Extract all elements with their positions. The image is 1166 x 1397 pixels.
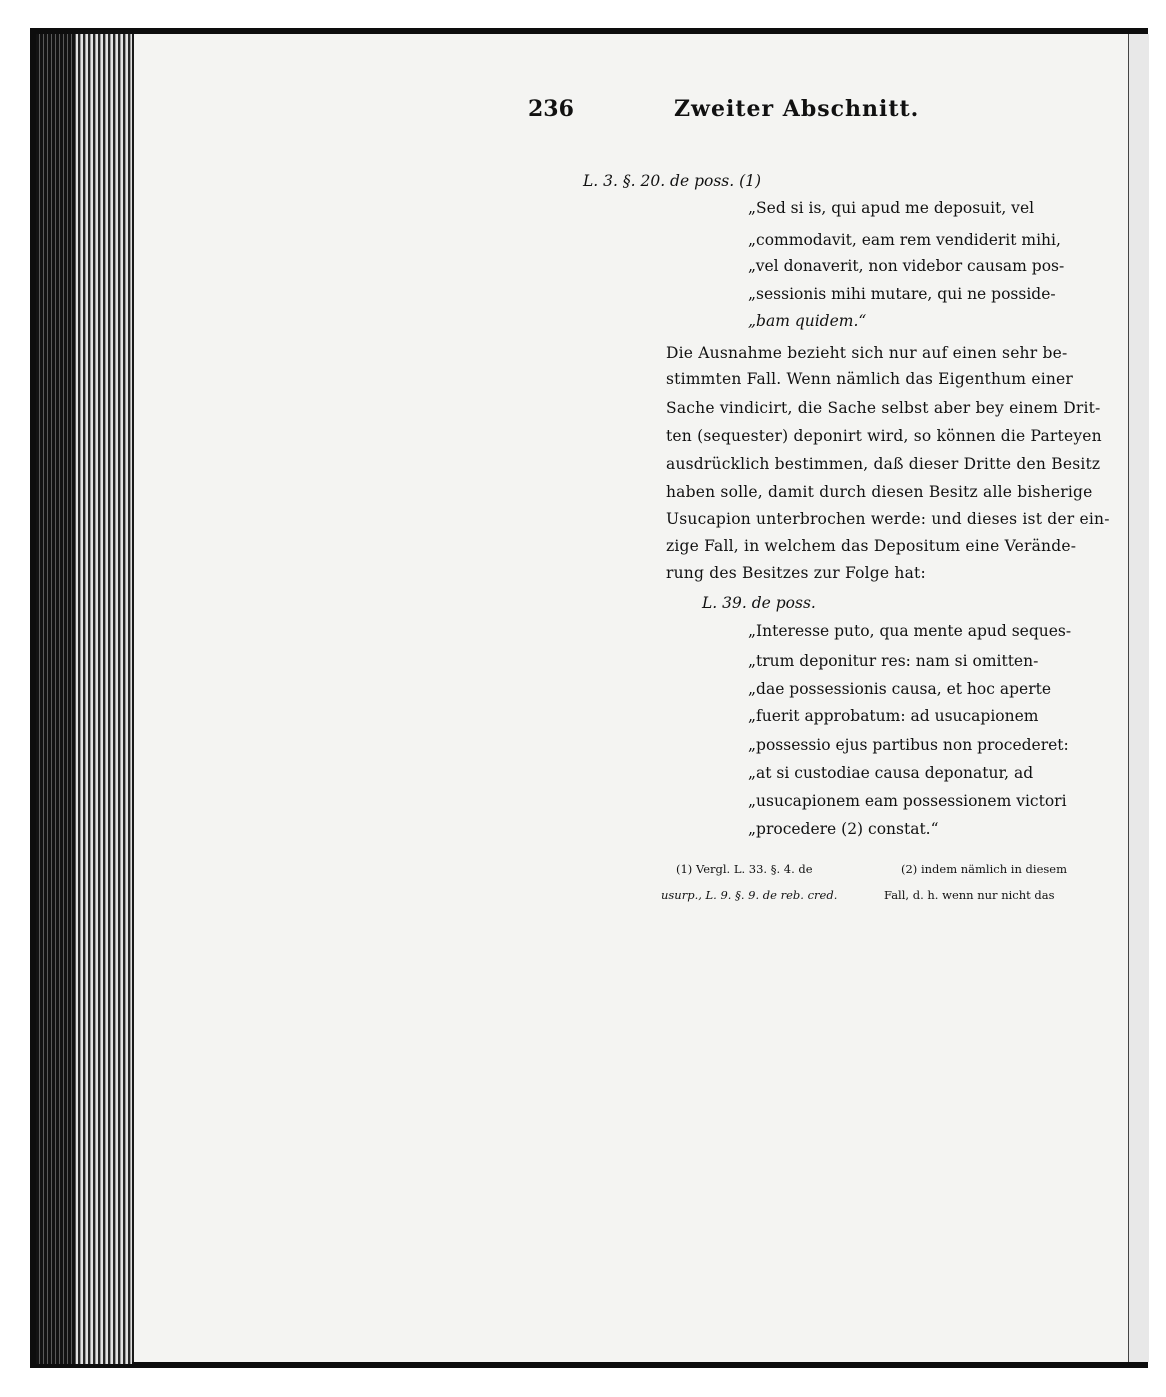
paragraph-line: haben solle, damit durch diesen Besitz alle bisherige — [666, 483, 1093, 501]
quote-2-line: „usucapionem eam possessionem victori — [748, 792, 1067, 810]
quote-2-line: „fuerit approbatum: ad usucapionem — [748, 707, 1039, 725]
footnote-1-line: usurp., L. 9. §. 9. de reb. cred. — [661, 888, 838, 902]
quote-2-line: „Interesse puto, qua mente apud seques- — [748, 622, 1072, 640]
page-stack-shadow — [36, 34, 76, 1364]
paragraph-line: zige Fall, in welchem das Depositum eine Verände- — [666, 537, 1077, 555]
paragraph-line: ten (sequester) deponirt wird, so können die Parteyen — [666, 427, 1102, 445]
quote-1-line: „sessionis mihi mutare, qui ne posside- — [748, 285, 1056, 303]
quote-1-line: „bam quidem.“ — [748, 312, 867, 330]
paragraph-line: stimmten Fall. Wenn nämlich das Eigenthum einer — [666, 370, 1074, 388]
footnote-1-line: (1) Vergl. L. 33. §. 4. de — [676, 862, 813, 876]
paragraph-line: Sache vindicirt, die Sache selbst aber bey einem Drit- — [666, 399, 1101, 417]
running-title: Zweiter Abschnitt. — [674, 96, 920, 122]
paragraph-line: Usucapion unterbrochen werde: und dieses ist der ein- — [666, 510, 1110, 528]
footnote-2-line: Fall, d. h. wenn nur nicht das — [884, 888, 1055, 902]
quote-2-line: „at si custodiae causa deponatur, ad — [748, 764, 1034, 782]
page-number: 236 — [528, 96, 574, 122]
paragraph-line: rung des Besitzes zur Folge hat: — [666, 564, 926, 582]
quote-1-line: „vel donaverit, non videbor causam pos- — [748, 257, 1065, 275]
paragraph-line: ausdrücklich bestimmen, daß dieser Dritte den Besitz — [666, 455, 1101, 473]
quote-1-line: „commodavit, eam rem vendiderit mihi, — [748, 231, 1061, 249]
page-right-edge — [1128, 34, 1149, 1362]
citation-2: L. 39. de poss. — [702, 594, 816, 612]
paragraph-line: Die Ausnahme bezieht sich nur auf einen sehr be- — [666, 344, 1068, 362]
quote-2-line: „possessio ejus partibus non procederet: — [748, 736, 1069, 754]
quote-2-line: „procedere (2) constat.“ — [748, 820, 939, 838]
footnote-2-line: (2) indem nämlich in diesem — [901, 862, 1067, 876]
quote-2-line: „trum deponitur res: nam si omitten- — [748, 652, 1039, 670]
quote-1-line: „Sed si is, qui apud me deposuit, vel — [748, 199, 1035, 217]
citation-1: L. 3. §. 20. de poss. (1) — [583, 172, 762, 190]
quote-2-line: „dae possessionis causa, et hoc aperte — [748, 680, 1051, 698]
running-header — [528, 96, 968, 130]
